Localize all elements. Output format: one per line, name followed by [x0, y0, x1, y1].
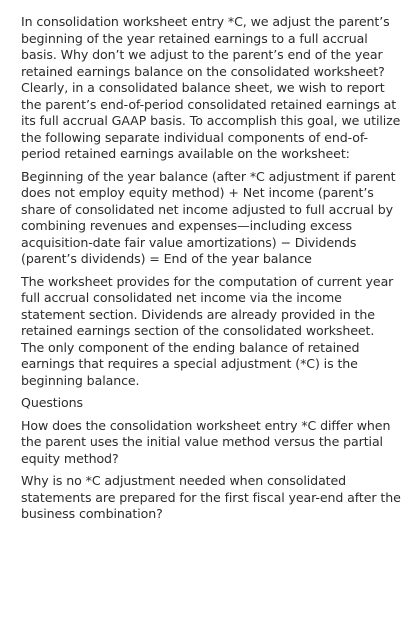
question-1: How does the consolidation worksheet entry *C differ when the parent uses the initial value method versus the partial equity method?: [21, 417, 391, 466]
question-2: Why is no *C adjustment needed when consolidated statements are prepared for the first fiscal year-end after the business combination?: [21, 473, 401, 521]
worksheet-paragraph: The worksheet provides for the computation of current year full accrual consolidated net income via the income statement section. Dividends are already provided in the retained earnings section of the consolidated worksheet. The only component of the ending balance of retained earnings that requires a special adjustment (*C) is the beginning balance.: [21, 273, 394, 388]
intro-paragraph: In consolidation worksheet entry *C, we adjust the parent’s beginning of the year retained earnings to a full accrual basis. Why don’t we adjust to the parent’s end of the year retained earnings balance on the consolidated worksheet? Clearly, in a consolidated balance sheet, we wish to report the parent’s end-of-period consolidated retained earnings at its full accrual GAAP basis. To accomplish this goal, we utilize the following separate individual components of end-of-period retained earnings available on the worksheet:: [21, 14, 401, 161]
questions-heading: Questions: [21, 395, 83, 410]
document-body: [21, 14, 401, 523]
components-paragraph: Beginning of the year balance (after *C adjustment if parent does not employ equity method) + Net income (parent’s share of consolidated net income adjusted to full accrual by combining revenues and expenses—including excess acquisition-date fair value amortizations) − Dividends (parent’s dividends) = End of the year balance: [21, 168, 396, 266]
